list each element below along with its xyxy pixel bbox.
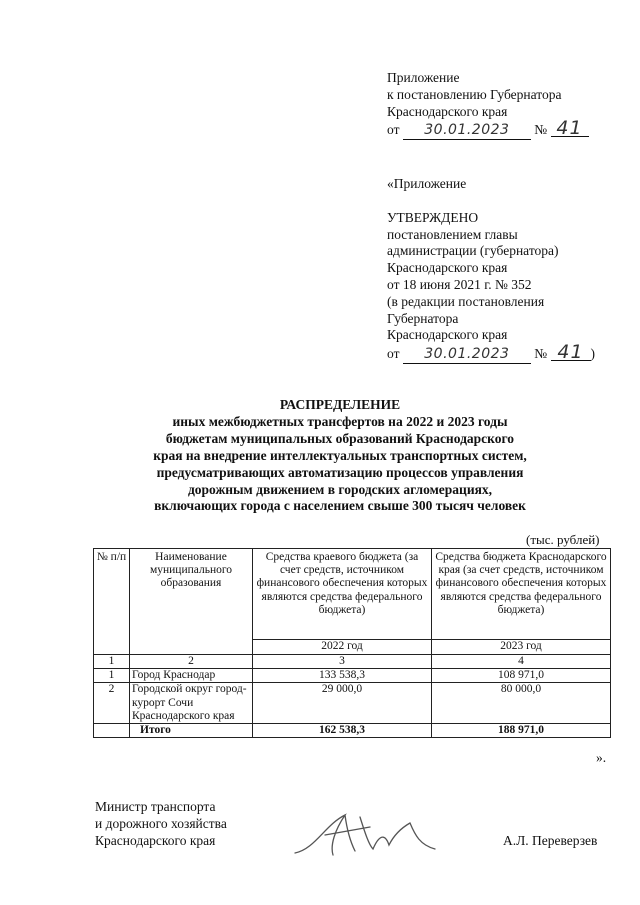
- table-index-row: [94, 655, 611, 669]
- total-empty-cell: [94, 724, 130, 738]
- from-label: от: [387, 122, 400, 138]
- number-label: №: [534, 122, 548, 138]
- table-header-row: [94, 549, 611, 640]
- approval-line-5: (в редакции постановления: [387, 293, 545, 309]
- table-row: [94, 669, 611, 683]
- row-num: 2: [94, 683, 130, 724]
- handwritten-number: 41: [551, 120, 589, 137]
- signatory-title: [95, 799, 227, 849]
- appendix-header: [387, 70, 589, 140]
- unit-label: (тыс. рублей): [526, 532, 600, 547]
- header-name: Наименование муниципального образования: [130, 549, 253, 655]
- approval-line-6: Губернатора: [387, 310, 459, 326]
- header-year-2023: 2023 год: [432, 640, 611, 655]
- table-row: [94, 683, 611, 724]
- document-title: [60, 397, 620, 515]
- handwritten-date: 30.01.2023: [403, 122, 531, 140]
- approval-block: [387, 176, 595, 364]
- row-num: 1: [94, 669, 130, 683]
- title-line: предусматривающих автоматизацию процессов управления: [156, 464, 524, 480]
- handwritten-signature: [285, 805, 445, 865]
- index-cell: 4: [432, 655, 611, 669]
- approval-line-2: администрации (губернатора): [387, 243, 559, 259]
- title-line: дорожным движением в городских агломерациях,: [187, 481, 493, 497]
- title-line: иных межбюджетных трансфертов на 2022 и 2023 годы: [172, 413, 508, 429]
- from-label: от: [387, 346, 400, 362]
- handwritten-number: 41: [551, 344, 591, 361]
- table-total-row: [94, 724, 611, 738]
- approval-date-line: [387, 341, 595, 364]
- inner-appendix-label: «Приложение: [387, 176, 467, 191]
- row-value-2022: 133 538,3: [253, 669, 432, 683]
- appendix-decree-line: к постановлению Губернатора: [387, 86, 562, 102]
- row-value-2022: 29 000,0: [253, 683, 432, 724]
- number-label: №: [534, 346, 548, 362]
- signatory-line-2: и дорожного хозяйства: [95, 815, 227, 831]
- approval-line-7: Краснодарского края: [387, 327, 508, 343]
- appendix-label: Приложение: [387, 70, 460, 85]
- row-value-2023: 108 971,0: [432, 669, 611, 683]
- signatory-line-3: Краснодарского края: [95, 832, 216, 848]
- title-line: включающих города с населением свыше 300 тысяч человек: [154, 498, 526, 514]
- appendix-date-line: [387, 117, 589, 140]
- signatory-line-1: Министр транспорта: [95, 799, 216, 814]
- handwritten-date: 30.01.2023: [403, 346, 531, 364]
- signatory-name: А.Л. Переверзев: [503, 833, 598, 848]
- title-line: бюджетам муниципальных образований Краснодарского: [165, 430, 515, 446]
- approved-label: УТВЕРЖДЕНО: [387, 209, 479, 225]
- title-line: края на внедрение интеллектуальных транспортных систем,: [153, 447, 527, 463]
- index-cell: 2: [130, 655, 253, 669]
- total-value-2023: 188 971,0: [432, 724, 611, 738]
- header-num: № п/п: [94, 549, 130, 655]
- header-2023-source: Средства бюджета Краснодарского края (за счет средств, источником финансового обеспечения которых являются средства федерального бюджета): [432, 549, 611, 640]
- closing-paren: ): [590, 346, 595, 362]
- approval-line-1: постановлением главы: [387, 226, 518, 242]
- title-heading: РАСПРЕДЕЛЕНИЕ: [279, 397, 401, 412]
- index-cell: 1: [94, 655, 130, 669]
- header-year-2022: 2022 год: [253, 640, 432, 655]
- total-value-2022: 162 538,3: [253, 724, 432, 738]
- closing-quote: ».: [596, 750, 607, 765]
- row-name: Город Краснодар: [130, 669, 253, 683]
- appendix-region-line: Краснодарского края: [387, 103, 508, 119]
- row-name: Городской округ город-курорт Сочи Краснодарского края: [130, 683, 253, 724]
- header-2022-source: Средства краевого бюджета (за счет средств, источником финансового обеспечения которых являются средства федерального бюджета): [253, 549, 432, 640]
- row-value-2023: 80 000,0: [432, 683, 611, 724]
- index-cell: 3: [253, 655, 432, 669]
- approval-line-3: Краснодарского края: [387, 260, 508, 276]
- total-label: Итого: [130, 724, 253, 738]
- approval-line-4: от 18 июня 2021 г. № 352: [387, 276, 532, 292]
- distribution-table: [93, 548, 611, 738]
